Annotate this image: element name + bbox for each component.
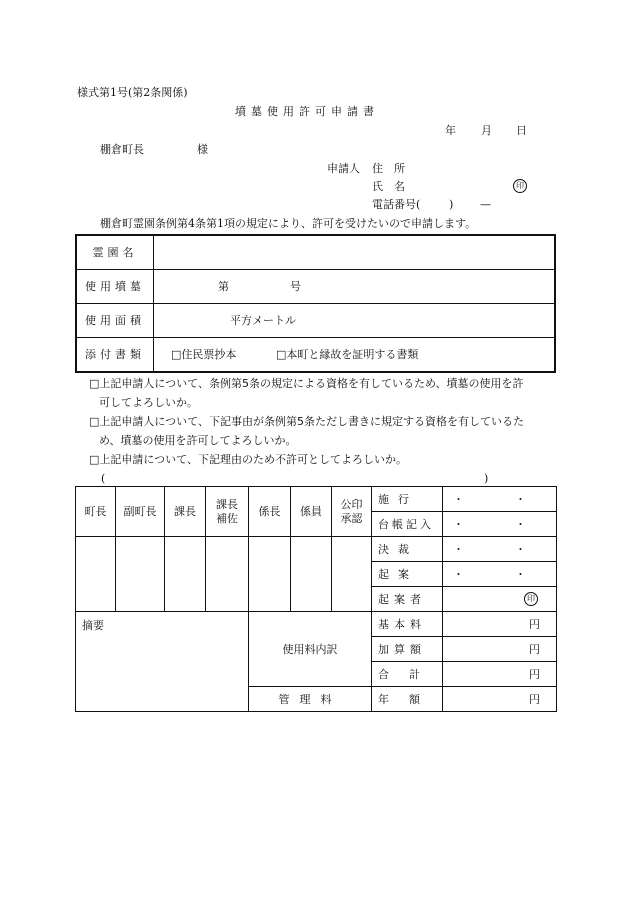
grave-dai: 第 xyxy=(218,280,229,293)
additional-fee-field[interactable]: 円 xyxy=(443,637,557,662)
draft-date[interactable]: ・ ・ xyxy=(443,562,557,587)
intro-text: 棚倉町霊園条例第4条第1項の規定により、許可を受けたいので申請します。 xyxy=(100,217,477,230)
phone-label: 電話番号( xyxy=(372,198,421,211)
enforcement-date[interactable]: ・ ・ xyxy=(443,487,557,512)
annual-amount-label: 年額 xyxy=(372,687,443,712)
header-assistant-chief: 課長 補佐 xyxy=(206,487,249,537)
stamp-mayor[interactable] xyxy=(76,537,116,612)
stamp-staff[interactable] xyxy=(291,537,332,612)
applicant-label: 申請人 xyxy=(327,162,360,175)
total-field[interactable]: 円 xyxy=(443,662,557,687)
additional-fee-label: 加算額 xyxy=(372,637,443,662)
table-row xyxy=(76,338,555,373)
application-table xyxy=(75,234,556,373)
applicant-seal-icon xyxy=(513,179,527,193)
honorific: 様 xyxy=(197,143,208,156)
ledger-date[interactable]: ・ ・ xyxy=(443,512,557,537)
form-number: 様式第1号(第2条関係) xyxy=(77,86,188,99)
header-mayor: 町長 xyxy=(76,487,116,537)
decision-date[interactable]: ・ ・ xyxy=(443,537,557,562)
area-field[interactable] xyxy=(154,304,556,338)
check-item-1[interactable]: □上記申請人について、条例第5条の規定による資格を有しているため、墳墓の使用を許 xyxy=(89,377,524,390)
stamp-subsection-chief[interactable] xyxy=(249,537,291,612)
date-day[interactable]: 日 xyxy=(516,124,527,137)
basic-fee-field[interactable]: 円 xyxy=(443,612,557,637)
header-subsection-chief: 係長 xyxy=(249,487,291,537)
phone-paren-close: ) xyxy=(449,198,454,211)
table-row xyxy=(76,537,557,562)
grave-go: 号 xyxy=(290,280,301,293)
drafter-label: 起案者 xyxy=(372,587,443,612)
stamp-seal-approval[interactable] xyxy=(332,537,372,612)
table-row xyxy=(76,304,555,338)
header-seal-approval: 公印 承認 xyxy=(332,487,372,537)
summary-label: 摘要 xyxy=(82,619,104,632)
reason-paren-close: ) xyxy=(484,472,489,485)
grave-number-field[interactable] xyxy=(154,270,556,304)
stamp-assistant-chief[interactable] xyxy=(206,537,249,612)
cemetery-name-field[interactable] xyxy=(154,235,556,270)
header-deputy-mayor: 副町長 xyxy=(116,487,165,537)
management-fee-label: 管理料 xyxy=(249,687,372,712)
ledger-label: 台帳記入 xyxy=(372,512,443,537)
page-title: 墳墓使用許可申請書 xyxy=(235,105,379,118)
usage-breakdown-label: 使用料内訳 xyxy=(249,612,372,687)
summary-field[interactable] xyxy=(76,612,249,712)
annual-amount-field[interactable]: 円 xyxy=(443,687,557,712)
check-item-2[interactable]: □上記申請人について、下記事由が条例第5条ただし書きに規定する資格を有しているた xyxy=(89,415,524,428)
checkbox-relation-proof[interactable]: □本町と縁故を証明する書類 xyxy=(276,348,419,361)
attachments-field xyxy=(154,338,556,373)
date-month[interactable]: 月 xyxy=(481,124,492,137)
draft-label: 起案 xyxy=(372,562,443,587)
address-label: 住 所 xyxy=(372,162,405,175)
header-section-chief: 課長 xyxy=(165,487,206,537)
header-staff: 係員 xyxy=(291,487,332,537)
seal-mark: 印 xyxy=(513,179,527,193)
stamp-deputy-mayor[interactable] xyxy=(116,537,165,612)
table-row xyxy=(76,487,557,512)
check-item-3[interactable]: □上記申請について、下記理由のため不許可としてよろしいか。 xyxy=(89,453,407,466)
phone-dash: — xyxy=(480,198,491,211)
drafter-seal-icon: 印 xyxy=(524,592,538,606)
reason-paren-open: ( xyxy=(101,472,106,485)
total-label: 合計 xyxy=(372,662,443,687)
approval-table xyxy=(75,486,557,712)
row-label: 使用面積 xyxy=(76,304,154,338)
date-year[interactable]: 年 xyxy=(445,124,456,137)
stamp-section-chief[interactable] xyxy=(165,537,206,612)
table-row xyxy=(76,612,557,637)
area-unit: 平方メートル xyxy=(230,314,296,327)
enforcement-label: 施行 xyxy=(372,487,443,512)
row-label: 添付書類 xyxy=(76,338,154,373)
drafter-seal-field[interactable] xyxy=(443,587,557,612)
row-label: 霊園名 xyxy=(76,235,154,270)
name-label: 氏 名 xyxy=(372,180,405,193)
table-row xyxy=(76,235,555,270)
decision-label: 決裁 xyxy=(372,537,443,562)
table-row xyxy=(76,270,555,304)
check-item-2-cont: め、墳墓の使用を許可してよろしいか。 xyxy=(99,434,297,447)
basic-fee-label: 基本料 xyxy=(372,612,443,637)
row-label: 使用墳墓 xyxy=(76,270,154,304)
checkbox-resident-record[interactable]: □住民票抄本 xyxy=(171,348,237,361)
check-item-1-cont: 可してよろしいか。 xyxy=(99,396,198,409)
addressee: 棚倉町長 xyxy=(100,143,144,156)
